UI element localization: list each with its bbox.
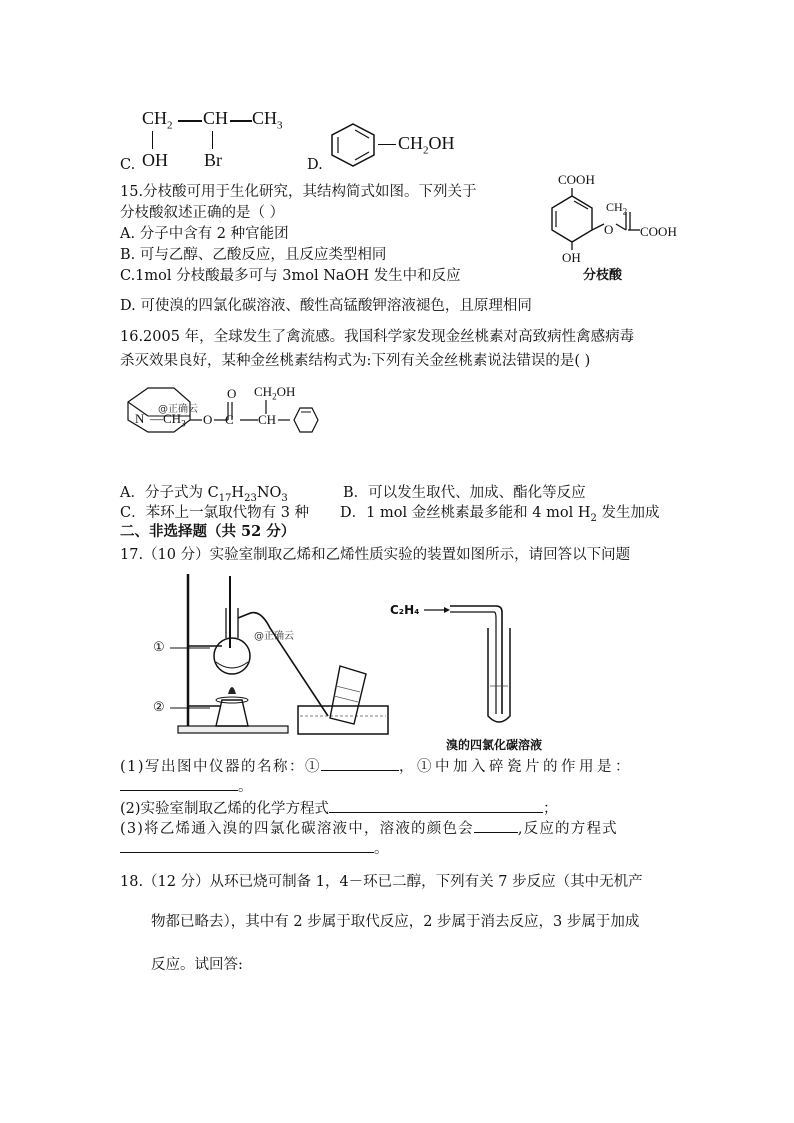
q18-line1: 18.（12 分）从环已烧可制备 1，4－环已二醇，下列有关 7 步反应（其中无机产 <box>120 874 643 890</box>
option-label: C. <box>120 157 136 173</box>
struct-o: O <box>604 222 614 237</box>
struct-ch3: $—CH_3$ <box>150 411 186 429</box>
struct-oh: OH <box>562 250 581 265</box>
chem-ch3: $CH_3$ <box>252 108 283 132</box>
q17-stem: 17.（10 分）实验室制取乙烯和乙烯性质实验的装置如图所示，请回答以下问题 <box>120 547 631 563</box>
chem-br: Br <box>204 150 222 170</box>
watermark: @正确云 <box>254 631 294 642</box>
answer-blank[interactable] <box>120 775 238 791</box>
answer-blank[interactable] <box>120 837 374 853</box>
struct-o-ester: O <box>203 412 213 427</box>
q16-option-b: B．可以发生取代、加成、酯化等反应 <box>343 485 586 501</box>
struct-ch: CH <box>258 412 277 427</box>
struct-o-carbonyl: O <box>227 386 237 401</box>
chem-ch: CH <box>203 108 229 128</box>
watermark: @正确云 <box>158 404 198 415</box>
cyclohexadiene-ring-icon <box>536 186 646 258</box>
struct-c: C <box>225 412 234 427</box>
q15-option-d: D. 可使溴的四氯化碳溶液、酸性高锰酸钾溶液褪色，且原理相同 <box>120 298 532 314</box>
chem-ch2oh: $CH_2OH$ <box>398 133 455 157</box>
c2h4-label: C₂H₄ <box>390 603 420 617</box>
struct-n: N <box>135 411 145 426</box>
test-tube-caption: 溴的四氯化碳溶液 <box>446 738 543 752</box>
q15-option-c: C.1mol 分枝酸最多可与 3mol NaOH 发生中和反应 <box>120 268 461 284</box>
answer-blank[interactable] <box>474 817 518 833</box>
struct-ch2: $CH_2$ <box>606 200 628 217</box>
bond-line <box>378 144 396 145</box>
q17-sub1-line2: 。 <box>120 775 253 796</box>
chem-ch2: $CH_2$ <box>142 108 173 132</box>
ethylene-apparatus-diagram <box>150 568 400 740</box>
bond-line <box>178 120 202 122</box>
q15-stem-line2: 分枝酸叙述正确的是（ ） <box>120 205 285 221</box>
bicyclic-ring-icon <box>118 380 328 440</box>
q15-stem-line1: 15.分枝酸可用于生化研究，其结构简式如图。下列关于 <box>120 184 477 200</box>
struct-cooh-top: COOH <box>558 172 595 187</box>
label-2: ② <box>153 700 165 715</box>
q16-option-c: C．苯环上一氯取代物有 3 种 <box>120 505 310 521</box>
q16-stem-line2: 杀灭效果良好，某种金丝桃素结构式为:下列有关金丝桃素说法错误的是( ) <box>120 353 591 369</box>
struct-ch2oh: $CH_2OH$ <box>254 384 296 402</box>
q17-sub3: (3)将乙烯通入溴的四氯化碳溶液中，溶液的颜色会 ,反应的方程式 <box>120 817 618 838</box>
label-1: ① <box>153 640 165 655</box>
structure-caption: 分枝酸 <box>583 268 623 283</box>
option-label: D. <box>307 157 323 173</box>
q17-sub3-line2: 。 <box>120 837 389 858</box>
test-tube-diagram <box>424 596 534 736</box>
struct-cooh-right: COOH <box>640 224 677 239</box>
q18-line3: 反应。试回答: <box>151 957 243 973</box>
benzene-ring-icon <box>328 122 378 168</box>
bond-line <box>212 131 213 149</box>
q16-option-a: A．分子式为 $C_{17}H_{23}NO_3$ <box>120 485 288 504</box>
q17-sub2: (2)实验室制取乙烯的化学方程式 ； <box>120 797 558 818</box>
q16-option-d: D．1 mol 金丝桃素最多能和 4 mol $H_2$ 发生加成 <box>340 505 660 524</box>
answer-blank[interactable] <box>321 755 399 771</box>
q17-sub1: (1)写出图中仪器的名称：① ，①中加入碎瓷片的作用是： <box>120 755 633 776</box>
q16-stem-line1: 16.2005 年，全球发生了禽流感。我国科学家发现金丝桃素对高致病性禽感病毒 <box>120 329 635 345</box>
chem-oh: OH <box>142 150 168 170</box>
bond-line <box>230 120 252 122</box>
answer-blank[interactable] <box>329 797 543 813</box>
section-heading: 二、非选择题（共 52 分） <box>120 523 296 540</box>
bond-line <box>152 131 153 149</box>
q18-line2: 物都已略去），其中有 2 步属于取代反应，2 步属于消去反应，3 步属于加成 <box>151 914 640 930</box>
q15-option-a: A. 分子中含有 2 种官能团 <box>120 226 289 242</box>
q15-option-b: B. 可与乙醇、乙酸反应，且反应类型相同 <box>120 247 387 263</box>
